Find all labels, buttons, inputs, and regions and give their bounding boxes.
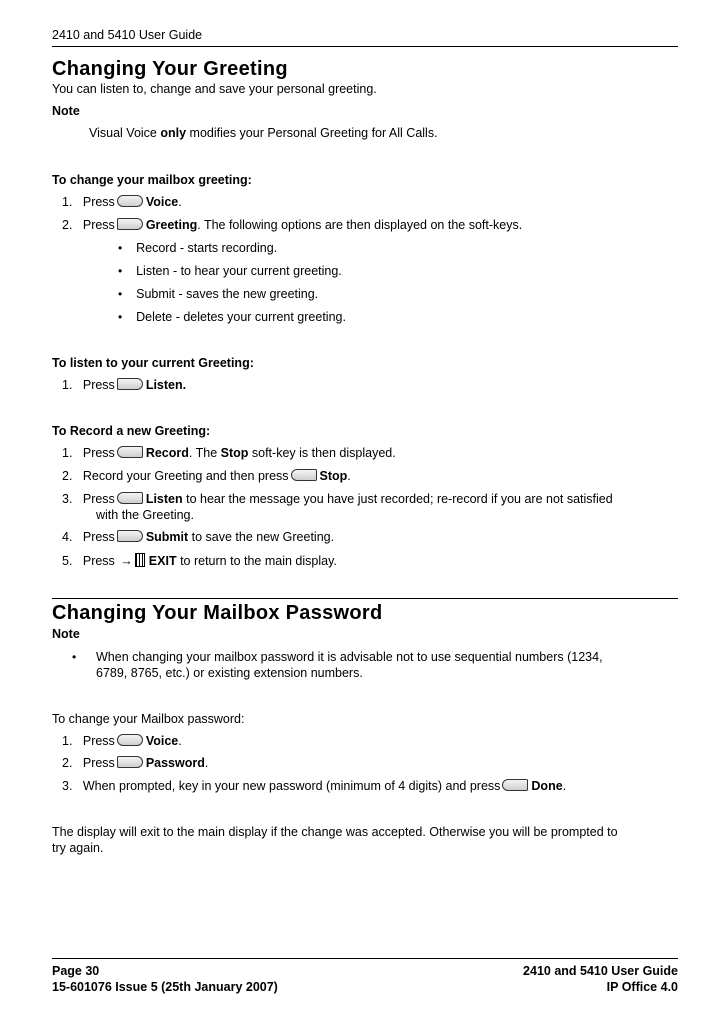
softkey-right-icon: [117, 756, 143, 768]
softkey-right-icon: [117, 530, 143, 542]
listen-greeting-title: To listen to your current Greeting:: [52, 356, 254, 370]
bullet-icon: •: [72, 650, 77, 664]
greeting-intro: You can listen to, change and save your personal greeting.: [52, 82, 377, 96]
list-item: 2. Record your Greeting and then press Stop.: [62, 469, 351, 483]
list-item: 4. Press Submit to save the new Greeting.: [62, 530, 335, 544]
section-heading-password: Changing Your Mailbox Password: [52, 602, 383, 624]
softkey-icon: [117, 734, 143, 746]
softkey-left-icon: [117, 446, 143, 458]
bullet-icon: •: [118, 310, 123, 324]
softkey-left-icon: [502, 779, 528, 791]
softkey-right-icon: [117, 218, 143, 230]
footer-product: IP Office 4.0: [606, 980, 678, 994]
header-rule: [52, 46, 678, 47]
footer-guide: 2410 and 5410 User Guide: [523, 964, 678, 978]
list-item: 2. Press Greeting. The following options are then displayed on the soft-keys.: [62, 218, 523, 232]
password-note-line2: 6789, 8765, etc.) or existing extension numbers.: [96, 666, 363, 680]
softkey-left-icon: [291, 469, 317, 481]
change-greeting-title: To change your mailbox greeting:: [52, 173, 252, 187]
closing-line1: The display will exit to the main display if the change was accepted. Otherwise you will be prompted to: [52, 825, 618, 839]
list-item: 1. Press Voice.: [62, 734, 182, 748]
change-password-title: To change your Mailbox password:: [52, 712, 245, 726]
bullet-icon: •: [118, 241, 123, 255]
section-heading-greeting: Changing Your Greeting: [52, 58, 288, 80]
password-note-line1: When changing your mailbox password it is advisable not to use sequential numbers (1234,: [96, 650, 603, 664]
record-greeting-title: To Record a new Greeting:: [52, 424, 211, 438]
list-item: • Submit - saves the new greeting.: [118, 287, 319, 301]
section-rule: [52, 598, 678, 599]
footer-rule: [52, 958, 678, 959]
list-item: 5. Press → EXIT to return to the main display.: [62, 554, 337, 568]
list-item: • Record - starts recording.: [118, 241, 278, 255]
running-header: 2410 and 5410 User Guide: [52, 28, 203, 42]
password-note-label: Note: [52, 627, 80, 641]
list-item: 1. Press Voice.: [62, 195, 182, 209]
list-item: • Delete - deletes your current greeting.: [118, 310, 346, 324]
list-item: 2. Press Password.: [62, 756, 209, 770]
list-item: [72, 650, 76, 664]
list-item: • Listen - to hear your current greeting.: [118, 264, 342, 278]
list-item: 1. Press Record. The Stop soft-key is then displayed.: [62, 446, 396, 460]
footer-doc-id: 15-601076 Issue 5 (25th January 2007): [52, 980, 278, 994]
softkey-left-icon: [117, 492, 143, 504]
closing-line2: try again.: [52, 841, 104, 855]
list-item-continuation: with the Greeting.: [96, 508, 194, 522]
exit-key-icon: [135, 553, 145, 567]
list-item: 3. When prompted, key in your new password (minimum of 4 digits) and press Done.: [62, 779, 567, 793]
greeting-note-label: Note: [52, 104, 80, 118]
exit-arrow-icon: →: [120, 554, 133, 568]
list-item: 3. Press Listen to hear the message you have just recorded; re-record if you are not satisfied: [62, 492, 613, 506]
bullet-icon: •: [118, 287, 123, 301]
list-item: 1. Press Listen.: [62, 378, 187, 392]
bullet-icon: •: [118, 264, 123, 278]
softkey-right-icon: [117, 378, 143, 390]
footer-page: Page 30: [52, 964, 100, 978]
softkey-icon: [117, 195, 143, 207]
greeting-note: Visual Voice only modifies your Personal Greeting for All Calls.: [89, 126, 438, 140]
